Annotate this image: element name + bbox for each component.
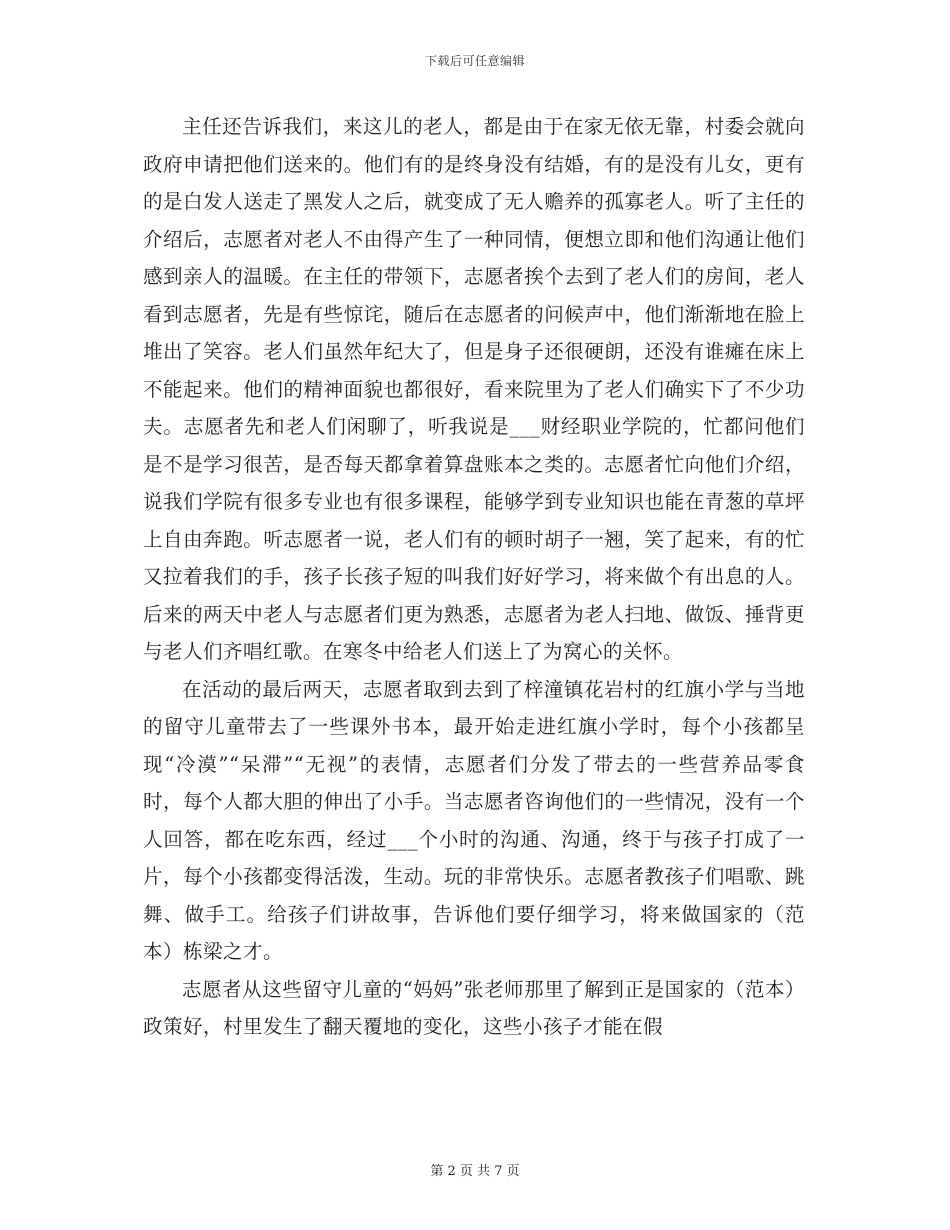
paragraph-2: 在活动的最后两天，志愿者取到去到了梓潼镇花岩村的红旗小学与当地的留守儿童带去了一些课外书本，最开始走进红旗小学时，每个小孩都呈现“冷漠”“呆滞”“无视”的表情，志愿者们分发了带去的一些营养品零食时，每个人都大胆的伸出了小手。当志愿者咨询他们的一些情况，没有一个人回答，都在吃东西，经过___个小时的沟通、沟通，终于与孩子打成了一片，每个小孩都变得活泼，生动。玩的非常快乐。志愿者教孩子们唱歌、跳舞、做手工。给孩子们讲故事，告诉他们要仔细学习，将来做国家的（范本）栋梁之才。	[143, 677, 805, 963]
page-header-note: 下载后可任意编辑	[424, 54, 525, 68]
document-body	[143, 108, 805, 1046]
paragraph-1: 主任还告诉我们，来这儿的老人，都是由于在家无依无靠，村委会就向政府申请把他们送来的。他们有的是终身没有结婚，有的是没有儿女，更有的是白发人送走了黑发人之后，就变成了无人赡养的孤寡老人。听了主任的介绍后，志愿者对老人不由得产生了一种同情，便想立即和他们沟通让他们感到亲人的温暖。在主任的带领下，志愿者挨个去到了老人们的房间，老人看到志愿者，先是有些惊诧，随后在志愿者的问候声中，他们渐渐地在脸上堆出了笑容。老人们虽然年纪大了，但是身子还很硬朗，还没有谁瘫在床上不能起来。他们的精神面貌也都很好，看来院里为了老人们确实下了不少功夫。志愿者先和老人们闲聊了，听我说是___财经职业学院的，忙都问他们是不是学习很苦，是否每天都拿着算盘账本之类的。志愿者忙向他们介绍，说我们学院有很多专业也有很多课程，能够学到专业知识也能在青葱的草坪上自由奔跑。听志愿者一说，老人们有的顿时胡子一翘，笑了起来，有的忙又拉着我们的手，孩子长孩子短的叫我们好好学习，将来做个有出息的人。后来的两天中老人与志愿者们更为熟悉，志愿者为老人扫地、做饭、捶背更与老人们齐唱红歌。在寒冬中给老人们送上了为窝心的关怀。	[143, 115, 805, 663]
paragraph-3: 志愿者从这些留守儿童的“妈妈”张老师那里了解到正是国家的（范本）政策好，村里发生了翻天覆地的变化，这些小孩子才能在假	[143, 977, 805, 1038]
page-number: 第 2 页 共 7 页	[430, 1164, 520, 1179]
